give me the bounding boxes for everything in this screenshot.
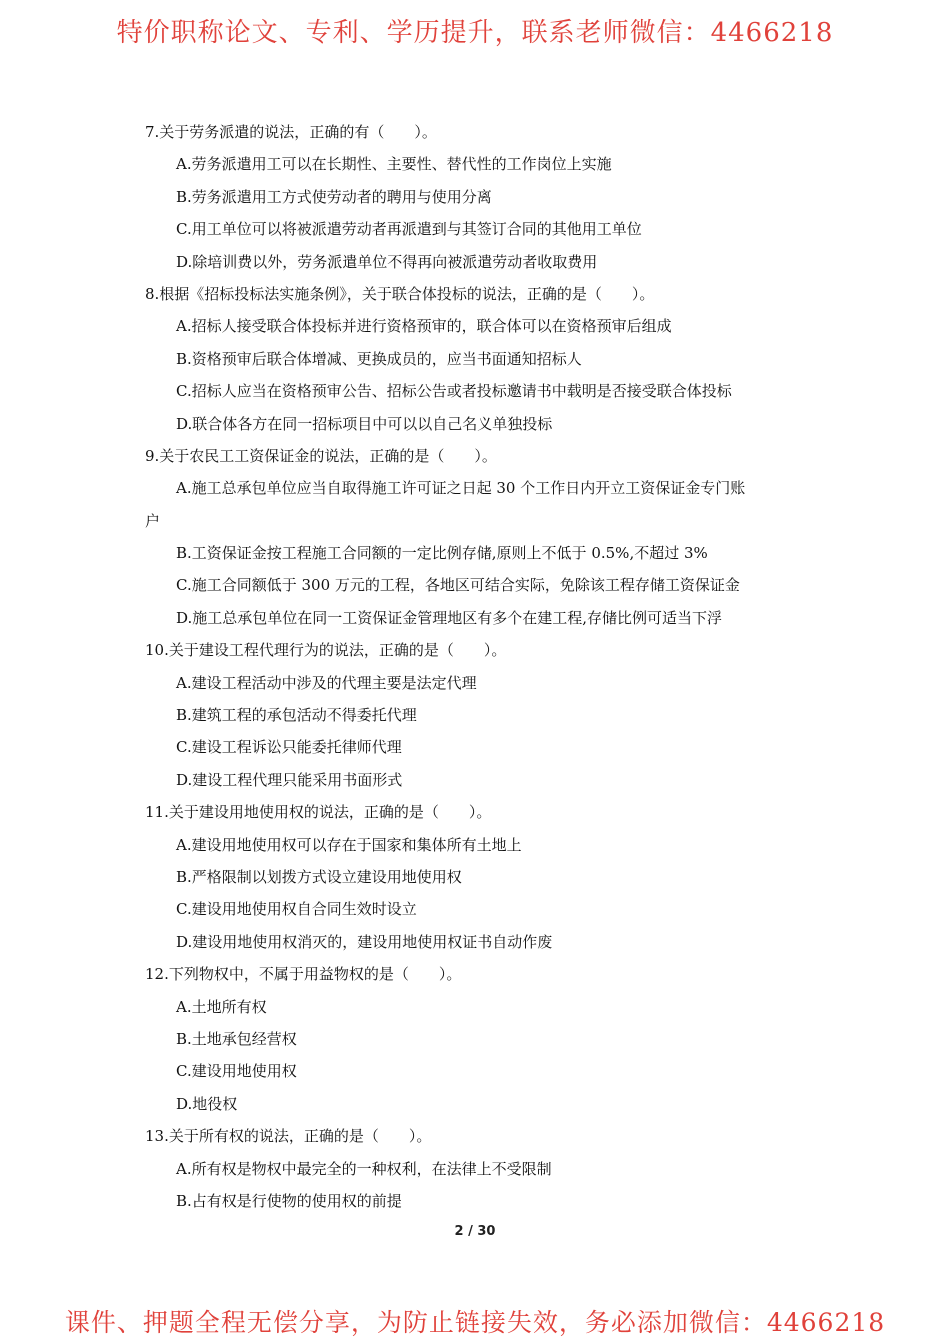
question-option: D.除培训费以外，劳务派遣单位不得再向被派遣劳动者收取费用 — [176, 252, 598, 271]
document-body — [145, 116, 825, 1217]
question-option: B.严格限制以划拨方式设立建设用地使用权 — [176, 867, 462, 886]
question-option: B.工资保证金按工程施工合同额的一定比例存储,原则上不低于 0.5%,不超过 3% — [176, 544, 708, 563]
question-option: C.用工单位可以将被派遣劳动者再派遣到与其签订合同的其他用工单位 — [176, 220, 642, 239]
question-stem: 10.关于建设工程代理行为的说法，正确的是（ ）。 — [145, 641, 507, 660]
question-stem: 11.关于建设用地使用权的说法，正确的是（ ）。 — [145, 803, 492, 822]
question-option: B.建筑工程的承包活动不得委托代理 — [176, 706, 417, 725]
question-option: B.劳务派遣用工方式使劳动者的聘用与使用分离 — [176, 187, 492, 206]
question-option: D.建设用地使用权消灭的，建设用地使用权证书自动作废 — [176, 932, 553, 951]
question-stem: 12.下列物权中，不属于用益物权的是（ ）。 — [145, 965, 462, 984]
question-option-continuation: 户 — [145, 511, 161, 530]
question-stem: 13.关于所有权的说法，正确的是（ ）。 — [145, 1127, 432, 1146]
question-option: A.建设用地使用权可以存在于国家和集体所有土地上 — [176, 835, 522, 854]
question-option: C.施工合同额低于 300 万元的工程，各地区可结合实际，免除该工程存储工资保证金 — [176, 576, 740, 595]
question-stem: 8.根据《招标投标法实施条例》，关于联合体投标的说法，正确的是（ ）。 — [145, 284, 655, 303]
question-option: B.土地承包经营权 — [176, 1029, 297, 1048]
page-number: 2 / 30 — [454, 1224, 496, 1239]
question-option: C.建设工程诉讼只能委托律师代理 — [176, 738, 402, 757]
question-option: A.建设工程活动中涉及的代理主要是法定代理 — [176, 673, 477, 692]
header-banner: 特价职称论文、专利、学历提升，联系老师微信：4466218 — [116, 18, 834, 48]
question-stem: 7.关于劳务派遣的说法，正确的有（ ）。 — [145, 123, 437, 141]
question-option: A.施工总承包单位应当自取得施工许可证之日起 30 个工作日内开立工资保证金专门账 — [176, 479, 746, 498]
question-option: C.招标人应当在资格预审公告、招标公告或者投标邀请书中载明是否接受联合体投标 — [176, 382, 732, 401]
question-option: A.招标人接受联合体投标并进行资格预审的，联合体可以在资格预审后组成 — [176, 317, 672, 336]
question-option: A.土地所有权 — [176, 997, 267, 1016]
question-option: A.所有权是物权中最完全的一种权利，在法律上不受限制 — [176, 1159, 552, 1178]
footer-banner: 课件、押题全程无偿分享，为防止链接失效，务必添加微信：4466218 — [64, 1308, 886, 1337]
question-option: C.建设用地使用权自合同生效时设立 — [176, 900, 417, 919]
question-stem: 9.关于农民工工资保证金的说法，正确的是（ ）。 — [145, 446, 497, 465]
question-option: D.联合体各方在同一招标项目中可以以自己名义单独投标 — [176, 414, 553, 433]
question-option: B.资格预审后联合体增减、更换成员的，应当书面通知招标人 — [176, 349, 582, 368]
question-option: B.占有权是行使物的使用权的前提 — [176, 1191, 402, 1210]
question-option: D.施工总承包单位在同一工资保证金管理地区有多个在建工程,存储比例可适当下浮 — [176, 608, 723, 627]
question-option: D.建设工程代理只能采用书面形式 — [176, 770, 403, 789]
question-option: A.劳务派遣用工可以在长期性、主要性、替代性的工作岗位上实施 — [176, 155, 612, 174]
question-option: C.建设用地使用权 — [176, 1062, 297, 1081]
question-option: D.地役权 — [176, 1094, 238, 1113]
